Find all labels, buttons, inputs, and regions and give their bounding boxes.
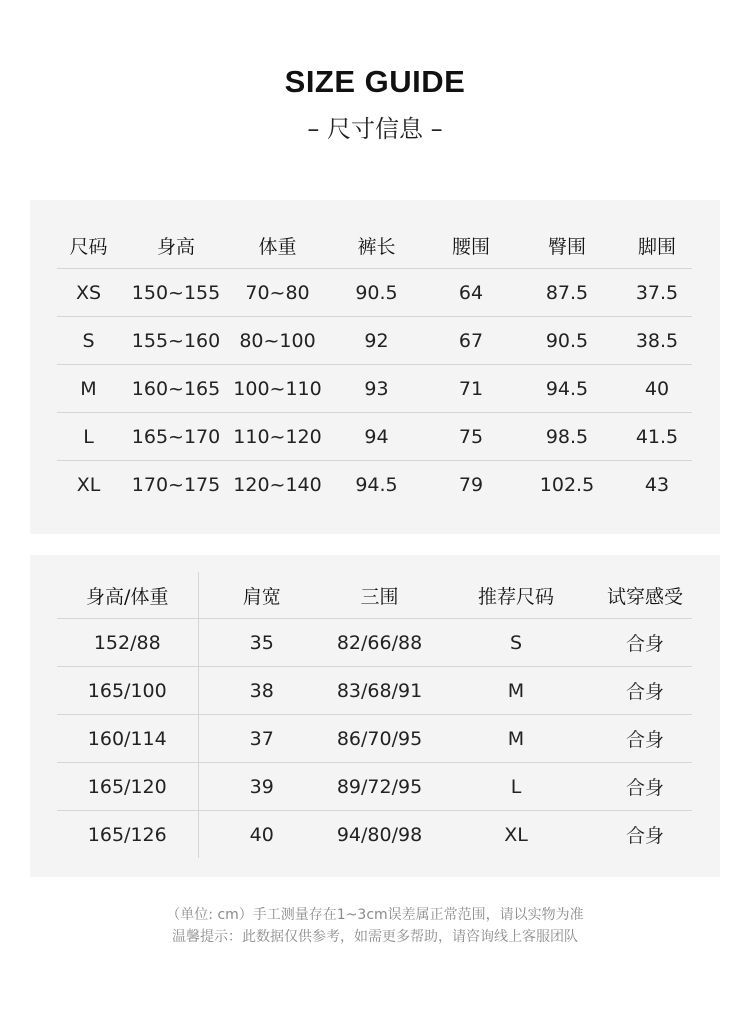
table-cell: 37 <box>198 715 325 763</box>
table-row <box>57 763 692 811</box>
table-cell: 86/70/95 <box>325 715 434 763</box>
table-cell: 75 <box>430 413 512 461</box>
table-cell: 165/126 <box>57 811 198 859</box>
table-cell: 94.5 <box>512 365 622 413</box>
table-cell: S <box>57 317 120 365</box>
table-cell: 70~80 <box>232 269 323 317</box>
fit-table-header: 身高/体重 <box>57 572 198 619</box>
table-cell: 98.5 <box>512 413 622 461</box>
table-cell: 38.5 <box>622 317 692 365</box>
table-cell: 合身 <box>598 763 692 811</box>
table-cell: 165/120 <box>57 763 198 811</box>
size-table-header: 体重 <box>258 235 297 258</box>
table-cell: 合身 <box>598 715 692 763</box>
table-cell: 39 <box>198 763 325 811</box>
table-cell: L <box>434 763 598 811</box>
fit-table-header: 肩宽 <box>242 585 281 608</box>
table-cell: 90.5 <box>512 317 622 365</box>
table-cell: 155~160 <box>120 317 232 365</box>
table-cell: 38 <box>198 667 325 715</box>
table-cell: 合身 <box>598 811 692 859</box>
size-table-header: 脚围 <box>637 235 676 258</box>
table-cell: 41.5 <box>622 413 692 461</box>
size-table-header: 裤长 <box>357 235 396 258</box>
table-cell: 80~100 <box>232 317 323 365</box>
size-table-header: 腰围 <box>451 235 490 258</box>
table-row <box>57 461 692 509</box>
table-cell: 89/72/95 <box>325 763 434 811</box>
table-cell: 合身 <box>598 667 692 715</box>
table-cell: 40 <box>198 811 325 859</box>
table-cell: S <box>434 619 598 667</box>
size-table-header: 尺码 <box>69 235 108 258</box>
table-cell: 83/68/91 <box>325 667 434 715</box>
size-table-header: 身高 <box>156 235 195 258</box>
table-cell: 94.5 <box>323 461 430 509</box>
table-row <box>57 365 692 413</box>
fit-table <box>57 572 692 858</box>
table-cell: 82/66/88 <box>325 619 434 667</box>
fit-table-panel <box>30 555 720 877</box>
table-cell: 94/80/98 <box>325 811 434 859</box>
footnotes <box>0 904 750 948</box>
size-table-header-row <box>57 222 692 269</box>
measurement-note: （单位: cm）手工测量存在1~3cm误差属正常范围，请以实物为准 <box>166 907 584 923</box>
table-cell: 94 <box>323 413 430 461</box>
table-cell: 120~140 <box>232 461 323 509</box>
table-cell: M <box>434 667 598 715</box>
size-table-header: 臀围 <box>547 235 586 258</box>
table-cell: 40 <box>622 365 692 413</box>
table-cell: M <box>434 715 598 763</box>
table-cell: 90.5 <box>323 269 430 317</box>
table-cell: 150~155 <box>120 269 232 317</box>
size-table-panel <box>30 200 720 534</box>
table-cell: 35 <box>198 619 325 667</box>
table-cell: 165/100 <box>57 667 198 715</box>
table-cell: 37.5 <box>622 269 692 317</box>
table-cell: L <box>57 413 120 461</box>
table-cell: 87.5 <box>512 269 622 317</box>
table-cell: 110~120 <box>232 413 323 461</box>
table-cell: 79 <box>430 461 512 509</box>
fit-table-header: 试穿感受 <box>606 585 683 608</box>
table-cell: 93 <box>323 365 430 413</box>
table-cell: 92 <box>323 317 430 365</box>
table-cell: XL <box>434 811 598 859</box>
table-cell: 160~165 <box>120 365 232 413</box>
fit-table-header: 推荐尺码 <box>477 585 554 608</box>
table-row <box>57 667 692 715</box>
table-cell: 160/114 <box>57 715 198 763</box>
table-cell: 64 <box>430 269 512 317</box>
fit-table-header: 三围 <box>360 585 399 608</box>
reference-note: 温馨提示：此数据仅供参考，如需更多帮助，请咨询线上客服团队 <box>172 929 578 945</box>
table-cell: XL <box>57 461 120 509</box>
table-cell: M <box>57 365 120 413</box>
table-cell: 165~170 <box>120 413 232 461</box>
table-row <box>57 317 692 365</box>
table-cell: 71 <box>430 365 512 413</box>
table-row <box>57 619 692 667</box>
table-row <box>57 811 692 859</box>
size-table <box>57 222 692 508</box>
table-cell: 43 <box>622 461 692 509</box>
table-cell: 100~110 <box>232 365 323 413</box>
page-title: SIZE GUIDE <box>284 64 466 99</box>
table-cell: 152/88 <box>57 619 198 667</box>
table-cell: 合身 <box>598 619 692 667</box>
table-cell: 67 <box>430 317 512 365</box>
table-row <box>57 715 692 763</box>
table-row <box>57 413 692 461</box>
table-cell: 102.5 <box>512 461 622 509</box>
table-row <box>57 269 692 317</box>
page-subtitle: – 尺寸信息 – <box>307 115 443 143</box>
fit-table-header-row <box>57 572 692 619</box>
table-cell: XS <box>57 269 120 317</box>
table-cell: 170~175 <box>120 461 232 509</box>
